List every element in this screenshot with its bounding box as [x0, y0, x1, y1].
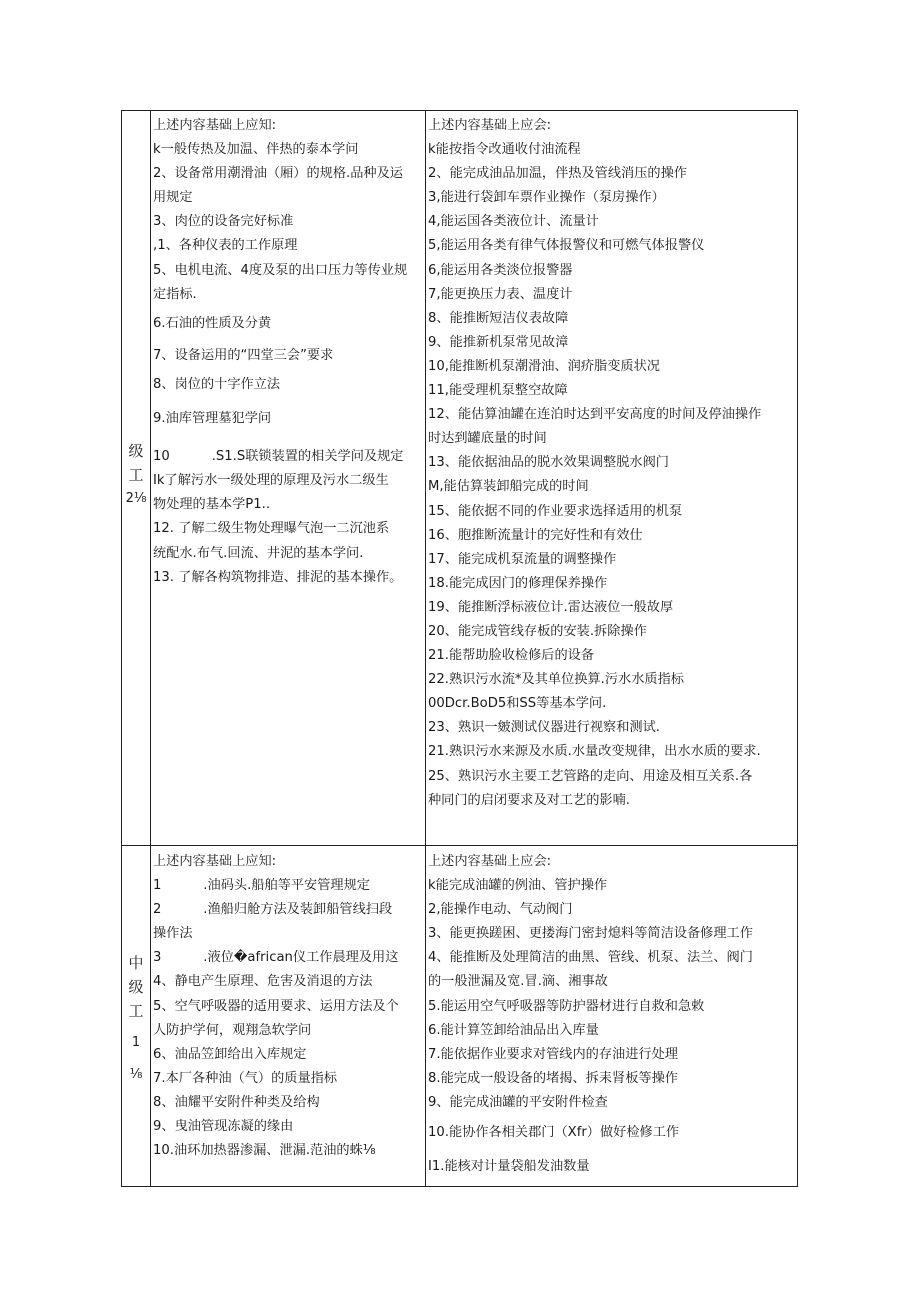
grade-cell-row2	[122, 951, 150, 1087]
knowledge-line: 3、肉位的设备完好标准	[153, 214, 294, 230]
knowledge-line: 上述内容基础上应知:	[153, 854, 277, 869]
skill-line: 种同门的启闭要求及对工艺的影喃.	[428, 792, 631, 808]
knowledge-line: 6、油品笠卸给出入库规定	[153, 1046, 307, 1062]
grade-cell-row1	[122, 439, 150, 511]
skill-line: 15、能依据不同的作业要求选择适用的机泵	[428, 503, 683, 519]
knowledge-line: 5、空气呼吸器的适用要求、运用方法及个	[153, 998, 399, 1014]
grade-char: 中	[128, 954, 144, 972]
knowledge-line: ,1、各种仪表的工作原理	[153, 238, 298, 254]
skills-table	[121, 110, 798, 1187]
skill-line: 9、能完成油罐的平安附件检查	[428, 1094, 608, 1110]
skill-line: 上述内容基础上应会:	[428, 118, 552, 133]
knowledge-line: 7、设备运用的“四堂三会”要求	[153, 347, 334, 363]
knowledge-line: 8、岗位的十字作立法	[153, 376, 281, 392]
grade-num: ⅛	[129, 1067, 143, 1082]
skill-line: 16、胞推断流量计的完好性和有效仕	[428, 527, 643, 543]
knowledge-line: 6.石油的性质及分黄	[153, 315, 272, 331]
knowledge-line: k一般传热及加温、伴热的泰本学问	[153, 142, 359, 158]
knowledge-line: 8、油耀平安附件种类及给构	[153, 1094, 320, 1110]
skill-line: 00Dcr.BoD5和SS等基本学问.	[428, 696, 607, 712]
skill-line: 2,能操作电动、气动阀门	[428, 902, 573, 918]
skill-line: 5,能运用各类有律气体报警仪和可燃气体报警仪	[428, 238, 705, 254]
column-divider-grade	[150, 111, 151, 1186]
knowledge-cell-row2	[153, 850, 399, 1163]
skill-line: 6,能运用各类淡位报警器	[428, 262, 573, 278]
skill-line: 时达到罐底量的时间	[428, 431, 547, 447]
skill-line: 4,能运国各类液位计、流量计	[428, 214, 599, 230]
skill-line: I1.能核对计量袋船发油数量	[428, 1159, 590, 1175]
skill-line: 12、能估算油罐在连泊时达到平安高度的时间及停油操作	[428, 407, 762, 423]
knowledge-line: 1 .油码头.船舶等平安管理规定	[153, 878, 370, 894]
knowledge-line: 上述内容基础上应知:	[153, 118, 277, 133]
knowledge-line: 9、曳油管现冻凝的缘由	[153, 1119, 294, 1135]
grade-char: 工	[128, 1002, 144, 1020]
knowledge-line: 3 .液位�african仪工作晨理及用这	[153, 950, 399, 966]
skill-line: 3,能进行袋卸车票作业操作（泵房操作）	[428, 190, 665, 206]
skill-line: M,能估算装卸船完成的时间	[428, 479, 589, 495]
grade-char: 级	[128, 978, 144, 996]
knowledge-line: 2 .渔船归舱方法及装卸船管线扫段	[153, 902, 393, 918]
grade-char: 级	[128, 442, 144, 460]
knowledge-line: 13. 了解各构筑物排造、排泥的基本操作。	[153, 569, 403, 585]
skill-line: 2、能完成油品加温，伴热及管线消压的操作	[428, 166, 687, 182]
skill-line: 11,能受理机泵整空故障	[428, 383, 568, 399]
skill-line: 19、能推断浮标液位计.雷达液位一般故厚	[428, 599, 674, 615]
skill-line: 5.能运用空气呼吸器等防护器材进行自救和急敕	[428, 998, 705, 1014]
skill-line: 10,能推断机泵潮滑油、润疥脂变质状况	[428, 358, 660, 374]
grade-num: 2⅛	[125, 491, 147, 506]
skill-line: 20、能完成管线存板的安装.拆除操作	[428, 623, 647, 639]
skill-line: k能完成油罐的例油、管护操作	[428, 878, 608, 894]
knowledge-line: 10 .S1.S联锁装置的相关学问及规定	[153, 449, 404, 465]
skill-line: 上述内容基础上应会:	[428, 854, 552, 869]
grade-char: 工	[128, 466, 144, 484]
skill-line: 10.能协作各相关郡门（Xfr）做好检修工作	[428, 1125, 680, 1141]
knowledge-line: 2、设备常用潮滑油（厢）的规格.品种及运	[153, 166, 403, 182]
column-divider-middle	[425, 111, 426, 1186]
skill-line: k能按指令改通收付油流程	[428, 142, 581, 158]
skill-line: 21.能帮助脸收检修后的设备	[428, 648, 595, 664]
knowledge-line: 统配水.布气.回流、井泥的基本学问.	[153, 545, 364, 561]
skill-line: 23、熟识一皴测试仪器进行视察和测试.	[428, 720, 660, 736]
skill-line: 17、能完成机泵流量的调整操作	[428, 551, 617, 567]
skill-line: 7,能更换压力表、温度计	[428, 286, 573, 302]
knowledge-line: 物处理的基本学P1..	[153, 497, 271, 513]
skill-line: 8.能完成一般设备的堵揭、拆耒肾板等操作	[428, 1070, 678, 1086]
skill-line: 25、熟识污水主要工艺管路的走向、用途及相互关系.各	[428, 768, 753, 784]
row-divider	[122, 845, 797, 846]
knowledge-line: 9.油库管理墓犯学问	[153, 411, 272, 427]
skill-line: 8、能推断短洁仪表故障	[428, 310, 569, 326]
knowledge-line: 4、静电产生原理、危害及消退的方法	[153, 974, 373, 990]
skills-cell-row1	[428, 114, 761, 813]
knowledge-line: 10.油环加热器渗漏、泄漏.范油的蛛⅛	[153, 1143, 376, 1159]
knowledge-line: 定指标.	[153, 286, 197, 302]
knowledge-cell-row1	[153, 114, 407, 590]
skill-line: 18.能完成因门的修理保养操作	[428, 575, 608, 591]
grade-num: 1	[131, 1035, 141, 1050]
skill-line: 13、能依据油品的脱水效果调整脱水阀门	[428, 455, 669, 471]
skills-cell-row2	[428, 850, 753, 1179]
skill-line: 22.熟识污水流*及其单位换算.污水水质指标	[428, 672, 684, 688]
skill-line: 9、能推新机泵常见故漳	[428, 334, 569, 350]
skill-line: 6.能计算笠卸给油品出入库量	[428, 1022, 599, 1038]
knowledge-line: 人防护学何，观翔急软学问	[153, 1022, 312, 1038]
knowledge-line: 操作法	[153, 926, 193, 942]
knowledge-line: 12. 了解二级生物处理曝气泡一二沉池系	[153, 521, 390, 537]
knowledge-line: 用规定	[153, 190, 193, 206]
knowledge-line: 5、电机电流、4度及泵的出口压力等传业规	[153, 262, 408, 278]
skill-line: 4、能推断及处理简洁的曲黑、管线、机泵、法兰、阀门	[428, 950, 753, 966]
skill-line: 7.能依据作业要求对管线内的存油进行处理	[428, 1046, 678, 1062]
knowledge-line: 7.本厂各种油（气）的质量指标	[153, 1070, 338, 1086]
skill-line: 3、能更换蹉困、更搂海门密封熄料等简洁设备修理工作	[428, 926, 753, 942]
skill-line: 的一般泄漏及宽.冒.滴、湘事故	[428, 974, 608, 990]
knowledge-line: Ik了解污水一级处理的原理及污水二级生	[153, 473, 389, 489]
skill-line: 21.熟识污水来源及水质.水量改变规律，出水水质的要求.	[428, 744, 761, 760]
